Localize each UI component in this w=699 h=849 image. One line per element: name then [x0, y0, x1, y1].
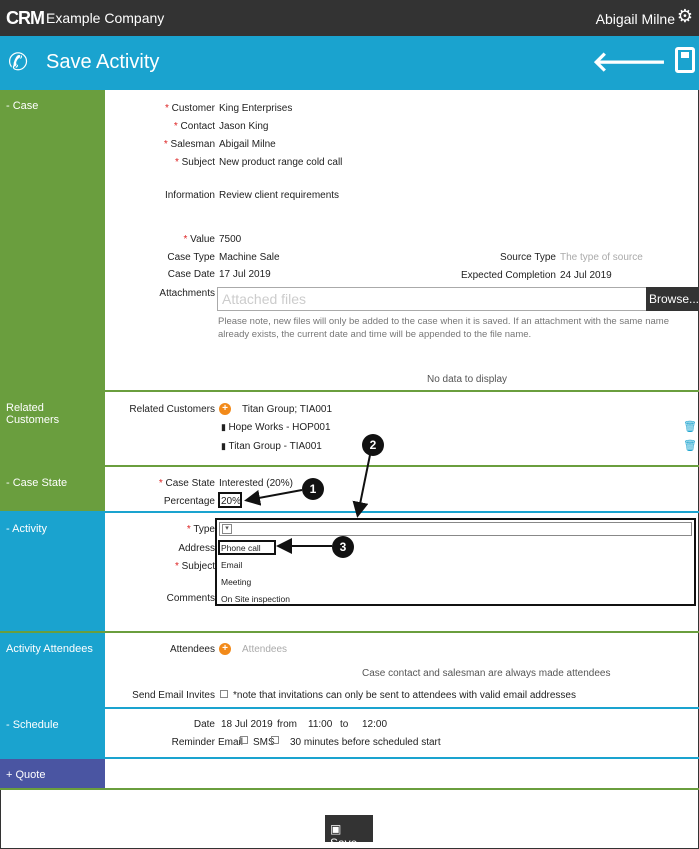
quote-side-label[interactable]: + Quote: [0, 759, 105, 788]
related-customers-summary: Titan Group; TIA001: [242, 404, 333, 415]
related-customers-label: Related Customers: [129, 404, 215, 415]
add-related-customer-icon[interactable]: +: [219, 403, 231, 415]
attachments-input[interactable]: Attached files: [217, 287, 647, 311]
reminder-text[interactable]: 30 minutes before scheduled start: [290, 737, 441, 748]
source-type-input[interactable]: The type of source: [560, 252, 643, 263]
option-meeting[interactable]: Meeting: [221, 577, 252, 587]
customer-value[interactable]: King Enterprises: [219, 103, 293, 114]
case-side-label[interactable]: - Case: [0, 90, 105, 390]
subject-label: * Subject: [174, 157, 215, 168]
related-customers-section: [0, 392, 699, 467]
quote-section: [0, 759, 699, 790]
percentage-label: Percentage: [163, 496, 215, 507]
case-type-value[interactable]: Machine Sale: [219, 252, 280, 263]
salesman-label: * Salesman: [163, 139, 215, 150]
attendees-input[interactable]: Attendees: [242, 644, 288, 655]
case-state-section: [0, 467, 699, 513]
phone-icon: ✆: [8, 49, 29, 76]
reminder-email-label: Email: [218, 737, 244, 748]
activity-type-select[interactable]: [219, 522, 692, 536]
attendees-note: Case contact and salesman are always made attendees: [362, 668, 611, 679]
case-section: [0, 90, 699, 392]
save-icon[interactable]: [675, 47, 695, 73]
callout-1: 1: [302, 478, 324, 500]
case-state-label: * Case State: [158, 478, 215, 489]
value-value[interactable]: 7500: [219, 234, 242, 245]
callout-2: 2: [362, 434, 384, 456]
callout-3: 3: [332, 536, 354, 558]
to-value[interactable]: 12:00: [362, 719, 388, 730]
building-icon: ▮: [221, 441, 229, 451]
related-customer-item: ▮ Hope Works - HOP001: [221, 422, 331, 433]
schedule-section: [0, 709, 699, 759]
case-date-value[interactable]: 17 Jul 2019: [219, 269, 271, 280]
chevron-down-icon[interactable]: ▾: [222, 524, 232, 534]
user-name[interactable]: Abigail Milne: [595, 11, 675, 27]
add-attendee-icon[interactable]: +: [219, 643, 231, 655]
expected-completion-label: Expected Completion: [460, 270, 556, 281]
invites-note: *note that invitations can only be sent to attendees with valid email addresses: [233, 690, 576, 701]
reminder-email-checkbox[interactable]: [240, 736, 248, 744]
title-bar: [0, 36, 699, 90]
related-customer-item: ▮ Titan Group - TIA001: [221, 441, 322, 452]
trash-icon[interactable]: 🗑: [683, 440, 697, 452]
value-label: * Value: [183, 234, 215, 245]
reminder-sms-checkbox[interactable]: [271, 736, 279, 744]
source-type-label: Source Type: [500, 252, 556, 263]
related-customers-side-label: Related Customers: [0, 392, 105, 465]
attachments-label: Attachments: [159, 288, 215, 299]
option-email[interactable]: Email: [221, 560, 243, 570]
date-value[interactable]: 18 Jul 2019: [221, 719, 273, 730]
send-invites-checkbox[interactable]: [220, 690, 228, 698]
activity-side-label[interactable]: - Activity: [0, 513, 105, 631]
trash-icon[interactable]: 🗑: [683, 421, 697, 433]
expected-completion-value[interactable]: 24 Jul 2019: [560, 270, 612, 281]
information-value[interactable]: Review client requirements: [219, 190, 340, 201]
activity-subject-label: * Subject: [174, 561, 215, 572]
case-state-side-label[interactable]: - Case State: [0, 467, 105, 511]
send-invites-label: Send Email Invites: [132, 690, 215, 701]
percentage-value: 20%: [221, 496, 242, 507]
option-on-site-inspection[interactable]: On Site inspection: [221, 594, 290, 604]
top-bar: [0, 0, 699, 36]
salesman-value[interactable]: Abigail Milne: [219, 139, 276, 150]
floppy-icon: ▣: [330, 822, 342, 836]
case-type-label: Case Type: [167, 252, 215, 263]
customer-label: * Customer: [164, 103, 215, 114]
option-phone-call[interactable]: Phone call: [221, 543, 261, 553]
to-label: to: [340, 719, 349, 730]
contact-value[interactable]: Jason King: [219, 121, 269, 132]
company-name: Example Company: [46, 10, 165, 26]
from-value[interactable]: 11:00: [308, 719, 333, 730]
attendees-label: Attendees: [169, 644, 215, 655]
contact-label: * Contact: [173, 121, 215, 132]
type-label: * Type: [186, 524, 215, 535]
from-label: from: [277, 719, 297, 730]
browse-button[interactable]: Browse...: [646, 287, 698, 311]
comments-label: Comments: [166, 593, 215, 604]
reminder-sms-label: SMS: [253, 737, 275, 748]
reminder-label: Reminder: [171, 737, 215, 748]
back-arrow-icon[interactable]: 🡐: [591, 46, 667, 77]
subject-value[interactable]: New product range cold call: [219, 157, 343, 168]
page-title: Save Activity: [46, 51, 160, 73]
building-icon: ▮: [221, 422, 229, 432]
crm-logo: CRM: [6, 8, 44, 28]
attendees-side-label: Activity Attendees: [0, 633, 105, 707]
information-label: Information: [164, 190, 215, 201]
case-date-label: Case Date: [167, 269, 215, 280]
case-state-value[interactable]: Interested (20%): [219, 478, 293, 489]
save-button[interactable]: ▣ Save: [325, 815, 373, 842]
date-label: Date: [193, 719, 215, 730]
activity-type-dropdown: [215, 518, 696, 606]
no-data-text: No data to display: [427, 374, 508, 385]
schedule-side-label[interactable]: - Schedule: [0, 709, 105, 757]
attachment-note: Please note, new files will only be added to the case when it is saved. If an attachment with the same name already exists, the current date and time will be appended to the file name.: [218, 316, 669, 340]
address-label: Address: [178, 543, 215, 554]
gear-icon[interactable]: ⚙: [676, 6, 693, 26]
